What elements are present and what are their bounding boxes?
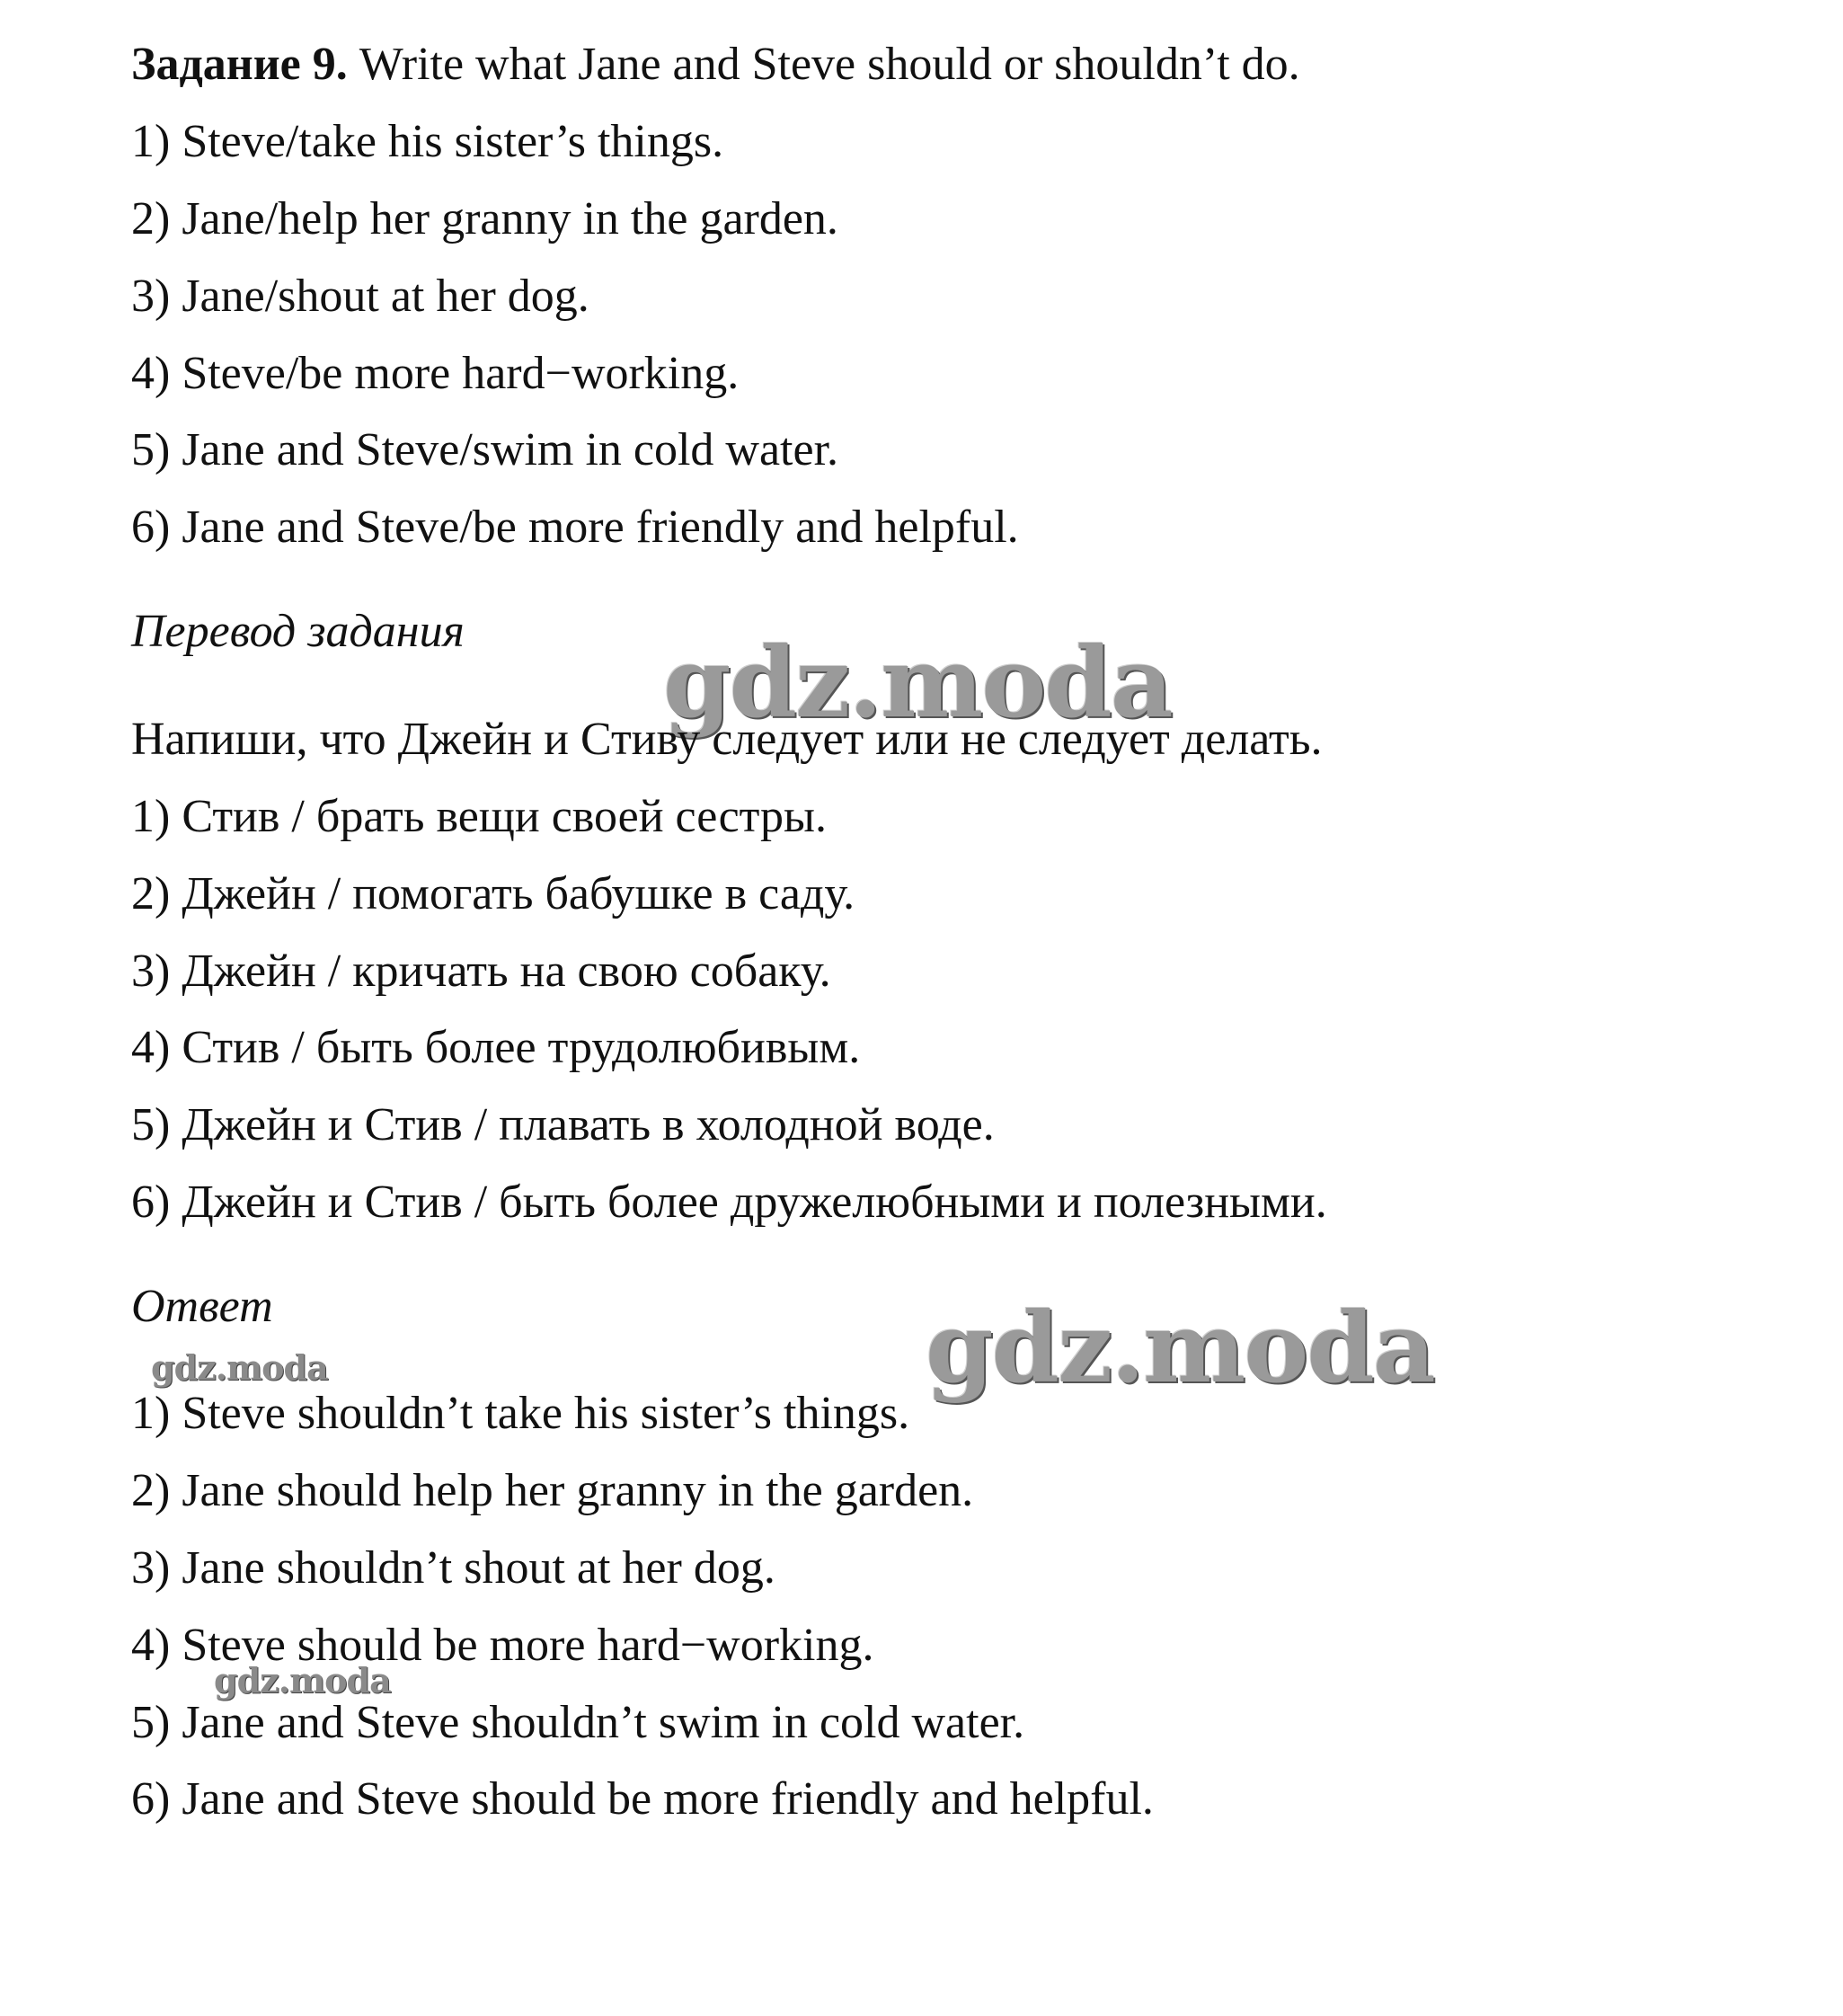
answer-item-6: 6) Jane and Steve should be more friendly and helpful. [131, 1773, 1154, 1825]
translation-instruction: Напиши, что Джейн и Стиву следует или не следует делать. [131, 714, 1323, 765]
answer-item-1: 1) Steve shouldn’t take his sister’s things. [131, 1388, 910, 1439]
watermark-logo: gdz.moda [926, 1292, 1434, 1405]
watermark-logo: gdz.moda [151, 1347, 328, 1388]
task-item-2: 2) Jane/help her granny in the garden. [131, 193, 838, 244]
task-instruction: Write what Jane and Steve should or shouldn’t do. [347, 39, 1300, 90]
translation-item-2: 2) Джейн / помогать бабушке в саду. [131, 868, 855, 919]
task-label: Задание 9. [131, 39, 348, 90]
answer-item-4: 4) Steve should be more hard−working. [131, 1620, 874, 1671]
answer-heading: Ответ [131, 1281, 273, 1332]
translation-item-4: 4) Стив / быть более трудолюбивым. [131, 1022, 861, 1073]
answer-item-5: 5) Jane and Steve shouldn’t swim in cold water. [131, 1697, 1025, 1748]
answer-item-2: 2) Jane should help her granny in the garden. [131, 1465, 974, 1516]
translation-heading: Перевод задания [131, 606, 465, 657]
translation-item-1: 1) Стив / брать вещи своей сестры. [131, 791, 827, 842]
task-item-6: 6) Jane and Steve/be more friendly and helpful. [131, 502, 1019, 553]
task-heading [131, 38, 1300, 92]
translation-item-6: 6) Джейн и Стив / быть более дружелюбными и полезными. [131, 1177, 1327, 1228]
task-item-5: 5) Jane and Steve/swim in cold water. [131, 424, 839, 475]
translation-item-5: 5) Джейн и Стив / плавать в холодной воде. [131, 1099, 995, 1150]
task-item-4: 4) Steve/be more hard−working. [131, 348, 740, 399]
task-item-3: 3) Jane/shout at her dog. [131, 271, 589, 322]
watermark-logo: gdz.moda [663, 626, 1172, 740]
task-item-1: 1) Steve/take his sister’s things. [131, 116, 724, 167]
watermark-logo: gdz.moda [214, 1660, 391, 1701]
answer-item-3: 3) Jane shouldn’t shout at her dog. [131, 1542, 775, 1594]
translation-item-3: 3) Джейн / кричать на свою собаку. [131, 946, 831, 997]
